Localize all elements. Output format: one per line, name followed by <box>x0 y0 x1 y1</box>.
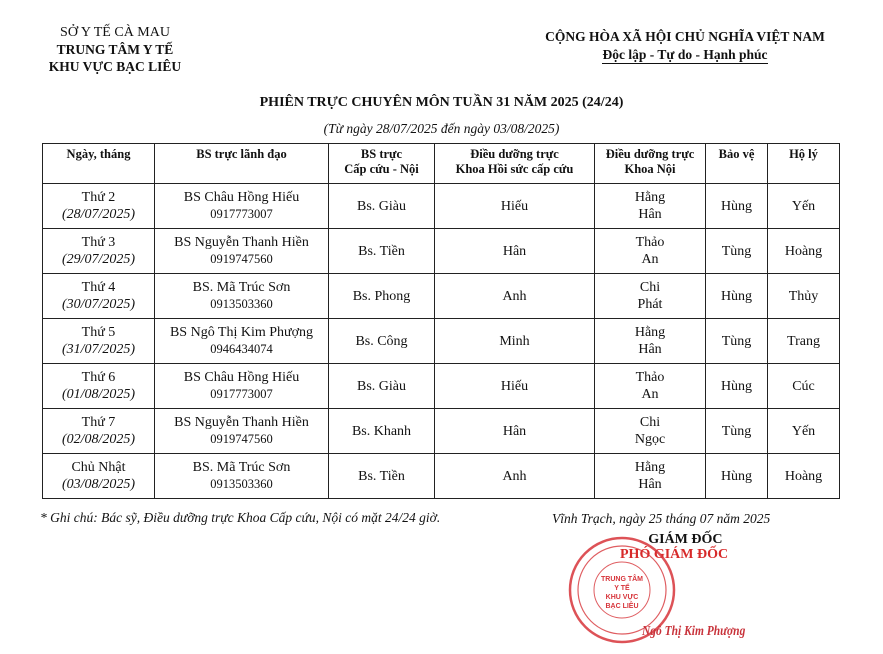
svg-text:TRUNG TÂM: TRUNG TÂM <box>601 576 643 583</box>
cell-internal-nurse <box>595 409 706 454</box>
cell-guard: Hùng <box>706 364 768 409</box>
day-date: (28/07/2025) <box>61 207 136 222</box>
cell-guard: Hùng <box>706 184 768 229</box>
leader-phone: 0917773007 <box>210 207 273 221</box>
organization-header <box>40 24 190 75</box>
table-row <box>43 319 840 364</box>
role-title: GIÁM ĐỐC <box>648 532 723 547</box>
header-guard: Bảo vệ <box>706 144 768 184</box>
day-date: (02/08/2025) <box>61 432 136 447</box>
svg-text:BẠC LIÊU: BẠC LIÊU <box>605 603 639 610</box>
org-department: SỞ Y TẾ CÀ MAU <box>60 25 170 40</box>
cell-leader <box>155 454 329 499</box>
national-header <box>532 28 838 64</box>
cell-orderly: Thủy <box>768 274 840 319</box>
day-name: Thứ 3 <box>81 235 116 250</box>
cell-date <box>43 274 155 319</box>
leader-phone: 0917773007 <box>210 387 273 401</box>
cell-orderly: Trang <box>768 319 840 364</box>
footnote: * Ghi chú: Bác sỹ, Điều dưỡng trực Khoa Cấp cứu, Nội có mặt 24/24 giờ. <box>40 510 441 525</box>
table-row <box>43 454 840 499</box>
leader-name: BS. Mã Trúc Sơn <box>192 280 291 295</box>
day-name: Thứ 7 <box>81 415 116 430</box>
cell-doctor: Bs. Phong <box>329 274 435 319</box>
date-range: (Từ ngày 28/07/2025 đến ngày 03/08/2025) <box>323 121 560 136</box>
cell-date <box>43 229 155 274</box>
cell-date <box>43 364 155 409</box>
day-name: Thứ 4 <box>81 280 116 295</box>
cell-date <box>43 184 155 229</box>
cell-icu-nurse: Hân <box>435 229 595 274</box>
leader-name: BS Châu Hồng Hiếu <box>183 190 300 205</box>
internal-nurse-2: Hân <box>638 477 662 492</box>
cell-guard: Hùng <box>706 274 768 319</box>
leader-phone: 0919747560 <box>210 432 273 446</box>
day-date: (29/07/2025) <box>61 252 136 267</box>
header-leader: BS trực lãnh đạo <box>155 144 329 184</box>
duty-schedule-table <box>42 143 840 499</box>
internal-nurse-2: An <box>641 387 659 402</box>
header-internal-nurse: Điều dưỡng trực Khoa Nội <box>595 144 706 184</box>
cell-leader <box>155 364 329 409</box>
cell-icu-nurse: Hiếu <box>435 364 595 409</box>
cell-internal-nurse <box>595 364 706 409</box>
day-date: (03/08/2025) <box>61 477 136 492</box>
cell-doctor: Bs. Tiền <box>329 229 435 274</box>
place-date: Vĩnh Trạch, ngày 25 tháng 07 năm 2025 <box>552 511 771 526</box>
cell-doctor: Bs. Khanh <box>329 409 435 454</box>
cell-internal-nurse <box>595 184 706 229</box>
internal-nurse-1: Hằng <box>634 325 666 340</box>
org-region: KHU VỰC BẠC LIÊU <box>48 59 182 74</box>
cell-icu-nurse: Minh <box>435 319 595 364</box>
day-date: (31/07/2025) <box>61 342 136 357</box>
cell-doctor: Bs. Giàu <box>329 184 435 229</box>
cell-leader <box>155 409 329 454</box>
cell-orderly: Cúc <box>768 364 840 409</box>
cell-icu-nurse: Hân <box>435 409 595 454</box>
header-date: Ngày, tháng <box>43 144 155 184</box>
document-title: PHIÊN TRỰC CHUYÊN MÔN TUẦN 31 NĂM 2025 (24/24) <box>259 95 624 110</box>
internal-nurse-1: Thảo <box>635 235 665 250</box>
table-row <box>43 274 840 319</box>
cell-orderly: Yến <box>768 184 840 229</box>
cell-orderly: Hoàng <box>768 454 840 499</box>
cell-date <box>43 319 155 364</box>
internal-nurse-2: Ngọc <box>634 432 666 447</box>
cell-doctor: Bs. Công <box>329 319 435 364</box>
cell-internal-nurse <box>595 274 706 319</box>
leader-phone: 0919747560 <box>210 252 273 266</box>
signer-name: Ngô Thị Kim Phượng <box>642 624 746 639</box>
internal-nurse-1: Hằng <box>634 460 666 475</box>
day-name: Thứ 5 <box>81 325 116 340</box>
svg-text:KHU VỰC: KHU VỰC <box>605 594 639 601</box>
table-row <box>43 229 840 274</box>
internal-nurse-2: An <box>641 252 659 267</box>
leader-name: BS Nguyễn Thanh Hiền <box>174 235 309 250</box>
internal-nurse-2: Hân <box>638 342 662 357</box>
cell-doctor: Bs. Tiền <box>329 454 435 499</box>
internal-nurse-1: Thảo <box>635 370 665 385</box>
nation-name: CỘNG HÒA XÃ HỘI CHỦ NGHĨA VIỆT NAM <box>545 29 825 44</box>
day-date: (30/07/2025) <box>61 297 136 312</box>
svg-text:Y TẾ: Y TẾ <box>614 585 630 592</box>
cell-internal-nurse <box>595 229 706 274</box>
cell-guard: Tùng <box>706 229 768 274</box>
cell-internal-nurse <box>595 319 706 364</box>
leader-phone: 0913503360 <box>210 477 273 491</box>
day-name: Thứ 2 <box>81 190 116 205</box>
cell-guard: Tùng <box>706 319 768 364</box>
leader-name: BS Châu Hồng Hiếu <box>183 370 300 385</box>
national-motto: Độc lập - Tự do - Hạnh phúc <box>602 47 768 62</box>
internal-nurse-1: Chi <box>639 280 661 295</box>
table-row <box>43 184 840 229</box>
leader-phone: 0946434074 <box>210 342 273 356</box>
internal-nurse-1: Hằng <box>634 190 666 205</box>
table-row <box>43 409 840 454</box>
signer-subrole: PHÓ GIÁM ĐỐC <box>620 547 729 562</box>
cell-guard: Tùng <box>706 409 768 454</box>
cell-guard: Hùng <box>706 454 768 499</box>
leader-name: BS Ngô Thị Kim Phượng <box>169 325 314 340</box>
header-orderly: Hộ lý <box>768 144 840 184</box>
cell-icu-nurse: Anh <box>435 454 595 499</box>
cell-icu-nurse: Hiếu <box>435 184 595 229</box>
cell-date <box>43 454 155 499</box>
leader-name: BS Nguyễn Thanh Hiền <box>174 415 309 430</box>
cell-leader <box>155 184 329 229</box>
header-doctor: BS trực Cấp cứu - Nội <box>329 144 435 184</box>
cell-leader <box>155 229 329 274</box>
day-name: Thứ 6 <box>81 370 116 385</box>
table-header-row <box>43 144 840 184</box>
internal-nurse-2: Phát <box>637 297 663 312</box>
table-row <box>43 364 840 409</box>
cell-orderly: Yến <box>768 409 840 454</box>
day-name: Chủ Nhật <box>71 460 126 475</box>
leader-name: BS. Mã Trúc Sơn <box>192 460 291 475</box>
org-center: TRUNG TÂM Y TẾ <box>56 42 174 57</box>
cell-doctor: Bs. Giàu <box>329 364 435 409</box>
cell-date <box>43 409 155 454</box>
day-date: (01/08/2025) <box>61 387 136 402</box>
cell-leader <box>155 319 329 364</box>
header-icu-nurse: Điều dưỡng trực Khoa Hồi sức cấp cứu <box>435 144 595 184</box>
leader-phone: 0913503360 <box>210 297 273 311</box>
cell-icu-nurse: Anh <box>435 274 595 319</box>
cell-internal-nurse <box>595 454 706 499</box>
cell-orderly: Hoàng <box>768 229 840 274</box>
cell-leader <box>155 274 329 319</box>
internal-nurse-1: Chi <box>639 415 661 430</box>
internal-nurse-2: Hân <box>638 207 662 222</box>
